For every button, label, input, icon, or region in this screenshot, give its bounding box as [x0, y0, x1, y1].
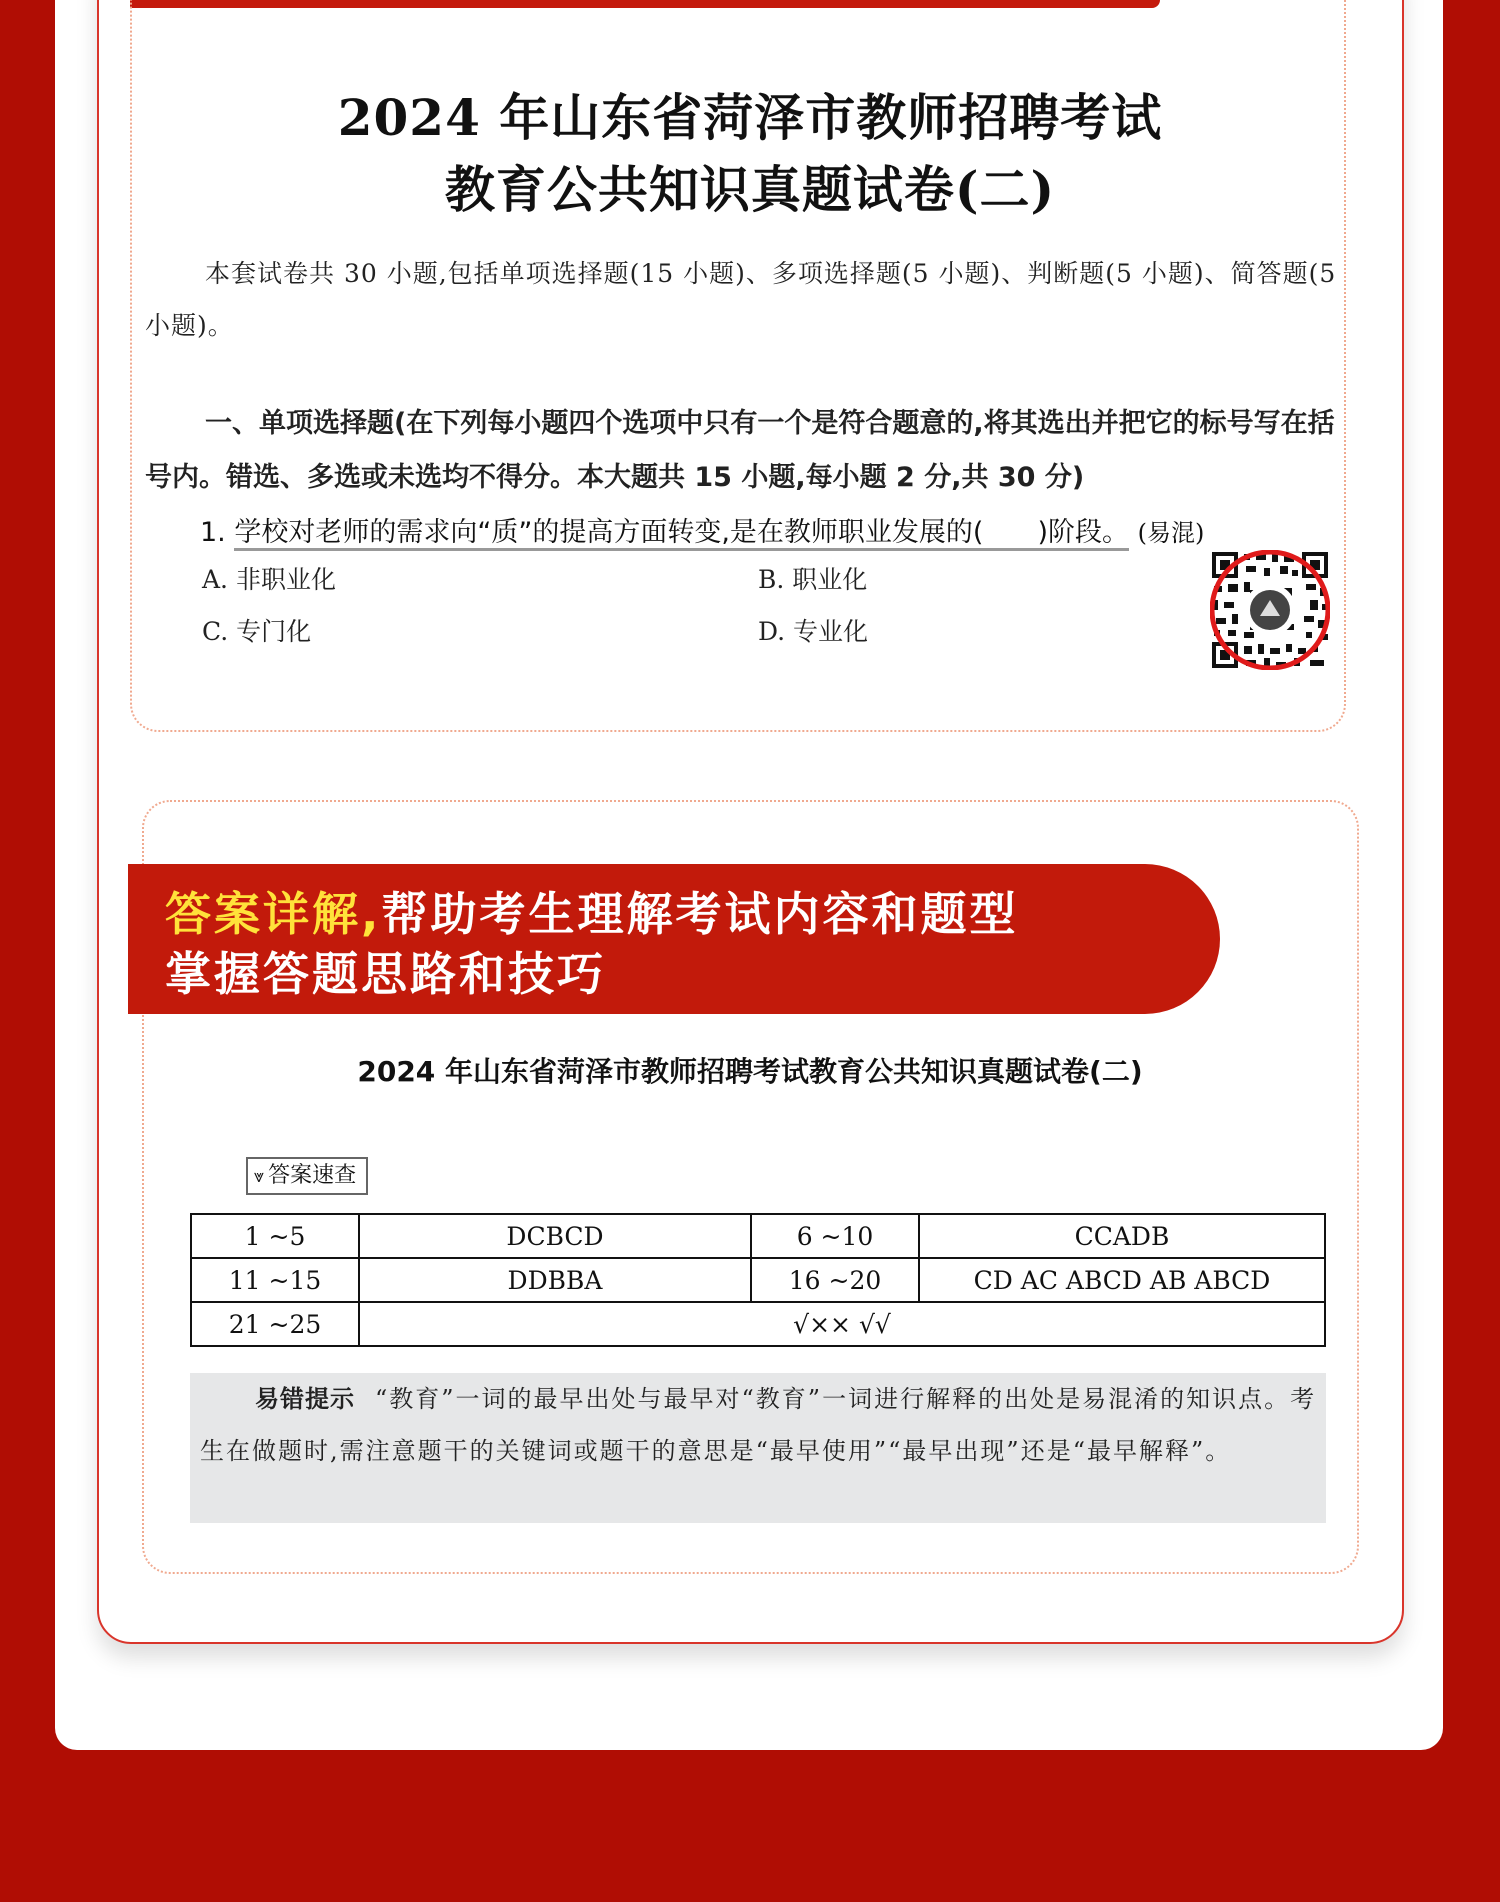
option-b: B. 职业化: [758, 565, 868, 594]
table-row: [191, 1302, 1325, 1346]
option-c: C. 专门化: [202, 617, 312, 646]
table-cell: CCADB: [919, 1214, 1325, 1258]
paper-intro: 本套试卷共 30 小题,包括单项选择题(15 小题)、多项选择题(5 小题)、判断题(5 小题)、简答题(5 小题)。: [145, 259, 1337, 340]
table-cell: 16 ~20: [751, 1258, 919, 1302]
table-row: [191, 1258, 1325, 1302]
quick-answer-label: 答案速查: [268, 1163, 357, 1188]
section-heading: 一、单项选择题(在下列每小题四个选项中只有一个是符合题意的,将其选出并把它的标号写在括号内。错选、多选或未选均不得分。本大题共 15 小题,每小题 2 分,共 30 分): [145, 408, 1335, 493]
question-number: 1.: [200, 517, 226, 548]
question-1: [200, 510, 1204, 549]
table-row: [191, 1214, 1325, 1258]
table-cell: √×× √√: [359, 1302, 1325, 1346]
banner-line2: 掌握答题思路和技巧: [165, 947, 606, 1001]
tip-text-block: [200, 1373, 1320, 1477]
answers-title: 2024 年山东省菏泽市教师招聘考试教育公共知识真题试卷(二): [357, 1055, 1143, 1088]
table-cell: 1 ~5: [191, 1214, 359, 1258]
double-chevron-down-icon: ⩔: [254, 1166, 265, 1187]
table-cell: 6 ~10: [751, 1214, 919, 1258]
answer-table: [190, 1213, 1326, 1347]
option-d: D. 专业化: [758, 617, 869, 646]
paper-title-line1: 2024 年山东省菏泽市教师招聘考试: [337, 88, 1163, 147]
qr-code-icon[interactable]: [1210, 550, 1330, 670]
question-tag: (易混): [1137, 519, 1205, 547]
tip-text: “教育”一词的最早出处与最早对“教育”一词进行解释的出处是易混淆的知识点。考生在做题时,需注意题干的关键词或题干的意思是“最早使用”“最早出现”还是“最早解释”。: [200, 1385, 1317, 1465]
table-cell: DDBBA: [359, 1258, 751, 1302]
tip-label: 易错提示: [255, 1385, 355, 1413]
paper-title-line2: 教育公共知识真题试卷(二): [444, 160, 1056, 219]
table-cell: 21 ~25: [191, 1302, 359, 1346]
quick-answer-tag: [246, 1157, 368, 1195]
table-cell: 11 ~15: [191, 1258, 359, 1302]
banner-highlight: 答案详解,: [165, 887, 382, 941]
question-stem: 学校对老师的需求向“质”的提高方面转变,是在教师职业发展的( )阶段。: [234, 517, 1129, 551]
banner-line1-rest: 帮助考生理解考试内容和题型: [381, 887, 1019, 941]
table-cell: DCBCD: [359, 1214, 751, 1258]
option-a: A. 非职业化: [202, 565, 336, 594]
banner-line1: [165, 878, 1018, 944]
table-cell: CD AC ABCD AB ABCD: [919, 1258, 1325, 1302]
